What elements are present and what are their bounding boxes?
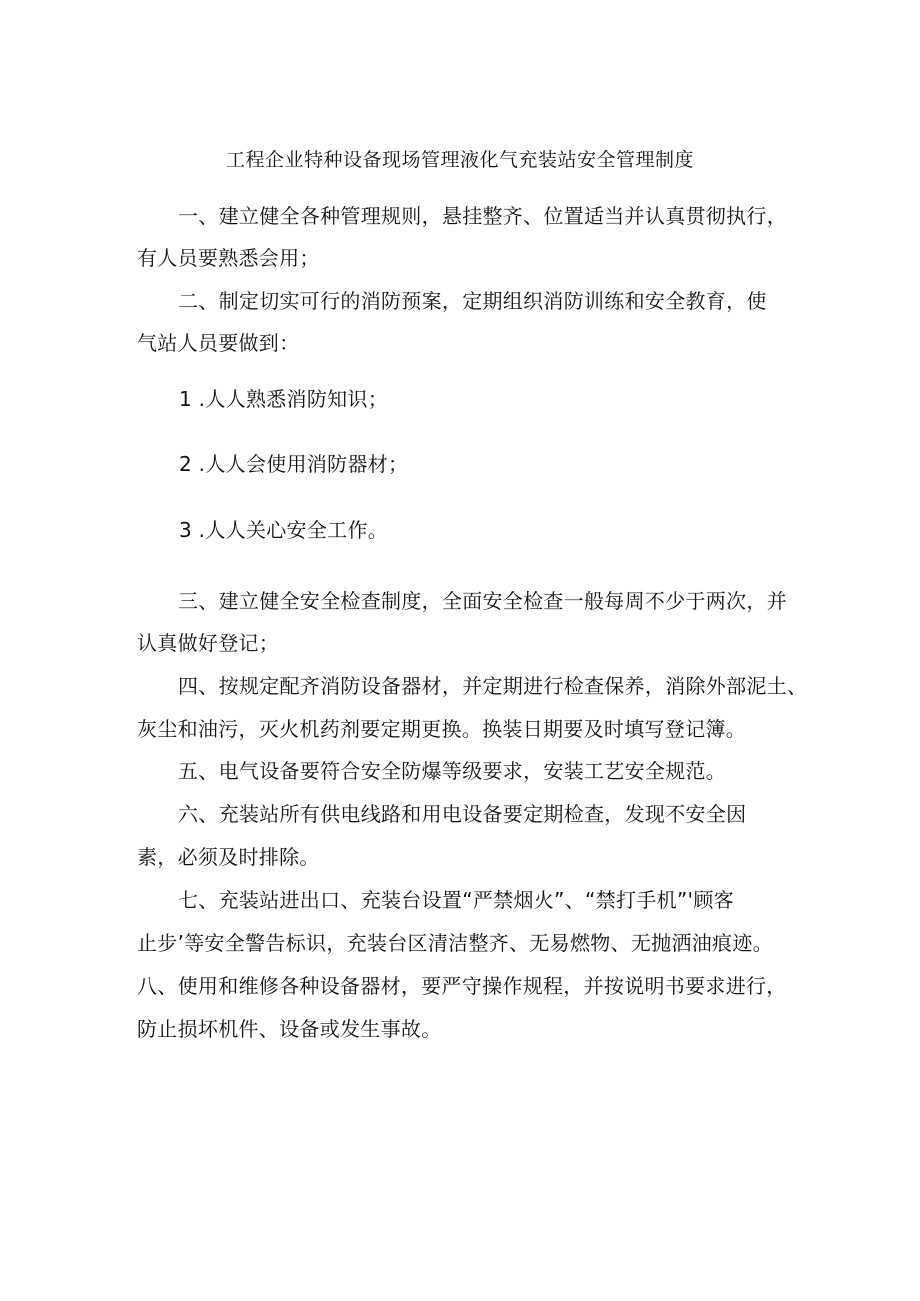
paragraph-1-line-1: 一、建立健全各种管理规则，悬挂整齐、位置适当并认真贯彻执行， xyxy=(178,204,787,228)
document-title: 工程企业特种设备现场管理液化气充装站安全管理制度 xyxy=(225,149,694,171)
paragraph-1-line-2: 有人员要熟悉会用； xyxy=(137,246,320,270)
paragraph-3-line-1: 三、建立健全安全检查制度，全面安全检查一般每周不少于两次，并 xyxy=(178,589,787,613)
paragraph-5-line-1: 五、电气设备要符合安全防爆等级要求，安装工艺安全规范。 xyxy=(178,759,727,783)
paragraph-6-line-2: 素，必须及时排除。 xyxy=(137,845,320,869)
paragraph-7-line-2: 止步’等安全警告标识，充装台区清洁整齐、无易燃物、无抛洒油痕迹。 xyxy=(137,931,773,955)
paragraph-3-line-2: 认真做好登记； xyxy=(137,631,280,655)
paragraph-2-line-1: 二、制定切实可行的消防预案，定期组织消防训练和安全教育，使 xyxy=(178,289,767,313)
paragraph-6-line-1: 六、充装站所有供电线路和用电设备要定期检查，发现不安全因 xyxy=(178,802,747,826)
list-item-3: 3 .人人关心安全工作。 xyxy=(179,518,389,542)
list-item-1: 1 .人人熟悉消防知识； xyxy=(179,387,389,411)
paragraph-8-line-1: 八、使用和维修各种设备器材，要严守操作规程，并按说明书要求进行， xyxy=(137,974,787,998)
list-item-2: 2 .人人会使用消防器材； xyxy=(179,452,409,476)
paragraph-2-line-2: 气站人员要做到： xyxy=(137,331,300,355)
paragraph-7-line-1: 七、充装站进出口、充装台设置“严禁烟火”、“禁打手机”'顾客 xyxy=(178,888,734,912)
paragraph-8-line-2: 防止损坏机件、设备或发生事故。 xyxy=(137,1017,442,1041)
paragraph-4-line-2: 灰尘和油污，灭火机药剂要定期更换。换装日期要及时填写登记簿。 xyxy=(137,717,746,741)
paragraph-4-line-1: 四、按规定配齐消防设备器材，并定期进行检查保养，消除外部泥土、 xyxy=(178,674,808,698)
